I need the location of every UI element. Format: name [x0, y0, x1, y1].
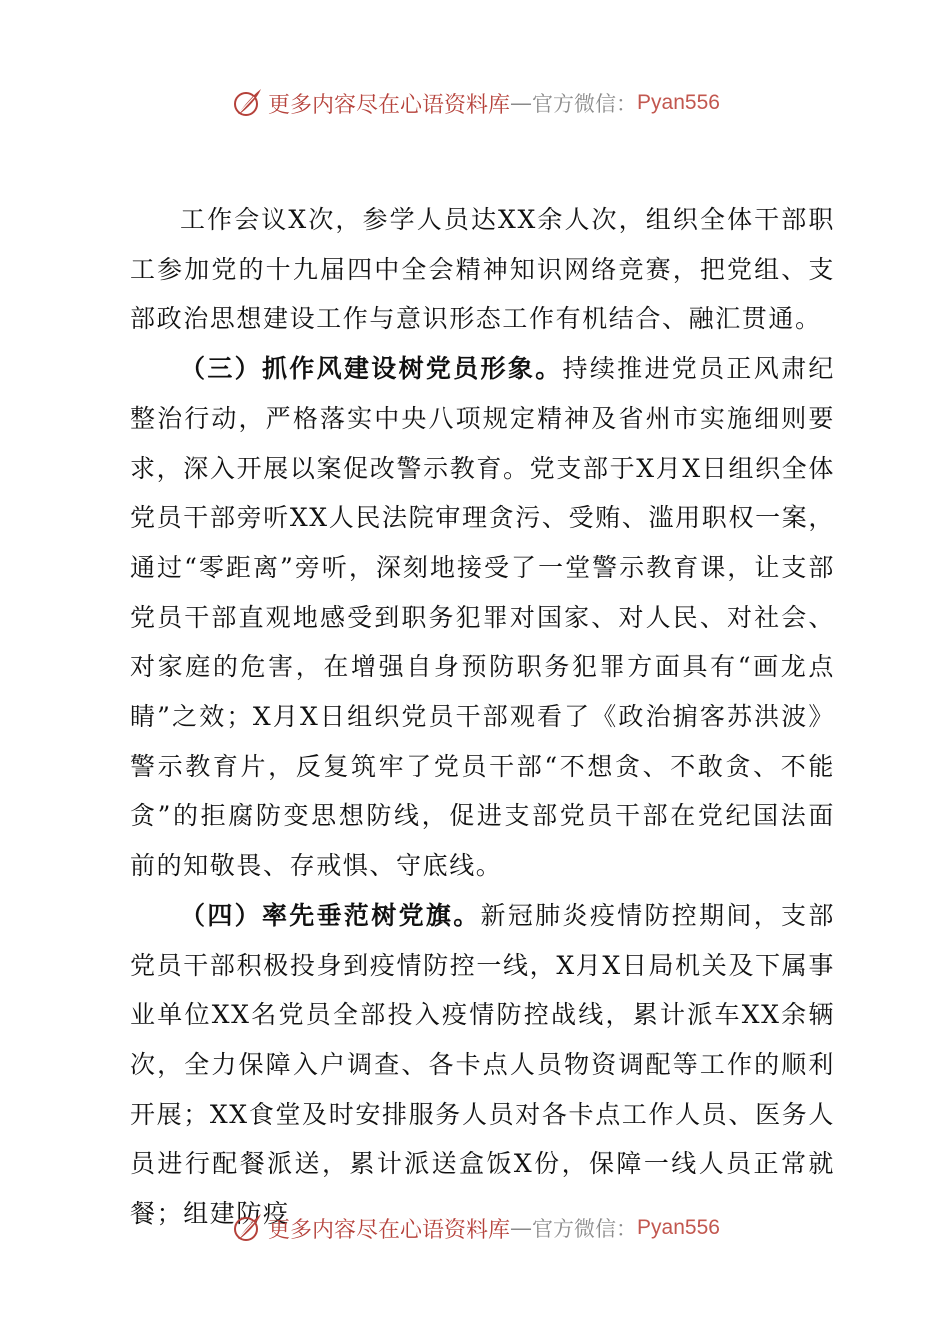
feather-quill-icon [230, 86, 264, 120]
paragraph-1 [130, 195, 835, 344]
paragraph-3 [130, 891, 835, 1239]
banner-main-text: 更多内容尽在心语资料库 [268, 1217, 511, 1243]
banner-wechat-id: Pyan556 [637, 91, 720, 114]
banner-dash: — [510, 1215, 533, 1241]
paragraph-3-heading: （四）率先垂范树党旗。 [180, 900, 481, 930]
header-watermark-banner [0, 83, 950, 123]
banner-wechat-label: 官方微信： [532, 1217, 638, 1241]
paragraph-1-text: 工作会议X次，参学人员达XX余人次，组织全体干部职工参加党的十九届四中全会精神知识网络竞赛，把党组、支部政治思想建设工作与意识形态工作有机结合、融汇贯通。 [130, 205, 835, 334]
paragraph-2 [130, 344, 835, 891]
paragraph-2-text: 持续推进党员正风肃纪整治行动，严格落实中央八项规定精神及省州市实施细则要求，深入开展以案促改警示教育。党支部于X月X日组织全体党员干部旁听XX人民法院审理贪污、受贿、滥用职权一案，通过“零距离”旁听，深刻地接受了一堂警示教育课，让支部党员干部直观地感受到职务犯罪对国家、对人民、对社会、对家庭的危害，在增强自身预防职务犯罪方面具有“画龙点睛”之效；X月X日组织党员干部观看了《政治掮客苏洪波》警示教育片，反复筑牢了党员干部“不想贪、不敢贪、不能贪”的拒腐防变思想防线，促进支部党员干部在党纪国法面前的知敬畏、存戒惧、守底线。 [130, 354, 835, 881]
feather-quill-icon [230, 1211, 264, 1245]
banner-main-text: 更多内容尽在心语资料库 [268, 92, 511, 118]
paragraph-3-text: 新冠肺炎疫情防控期间，支部党员干部积极投身到疫情防控一线，X月X日局机关及下属事业单位XX名党员全部投入疫情防控战线，累计派车XX余辆次，全力保障入户调查、各卡点人员物资调配等工作的顺利开展；XX食堂及时安排服务人员对各卡点工作人员、医务人员进行配餐派送，累计派送盒饭X份，保障一线人员正常就餐；组建防疫 [130, 900, 835, 1229]
document-body [130, 195, 835, 1239]
banner-wechat-label: 官方微信： [532, 92, 638, 116]
footer-watermark-banner [0, 1208, 950, 1248]
banner-wechat-id: Pyan556 [637, 1216, 720, 1239]
paragraph-2-heading: （三）抓作风建设树党员形象。 [180, 354, 563, 384]
banner-dash: — [510, 90, 533, 116]
